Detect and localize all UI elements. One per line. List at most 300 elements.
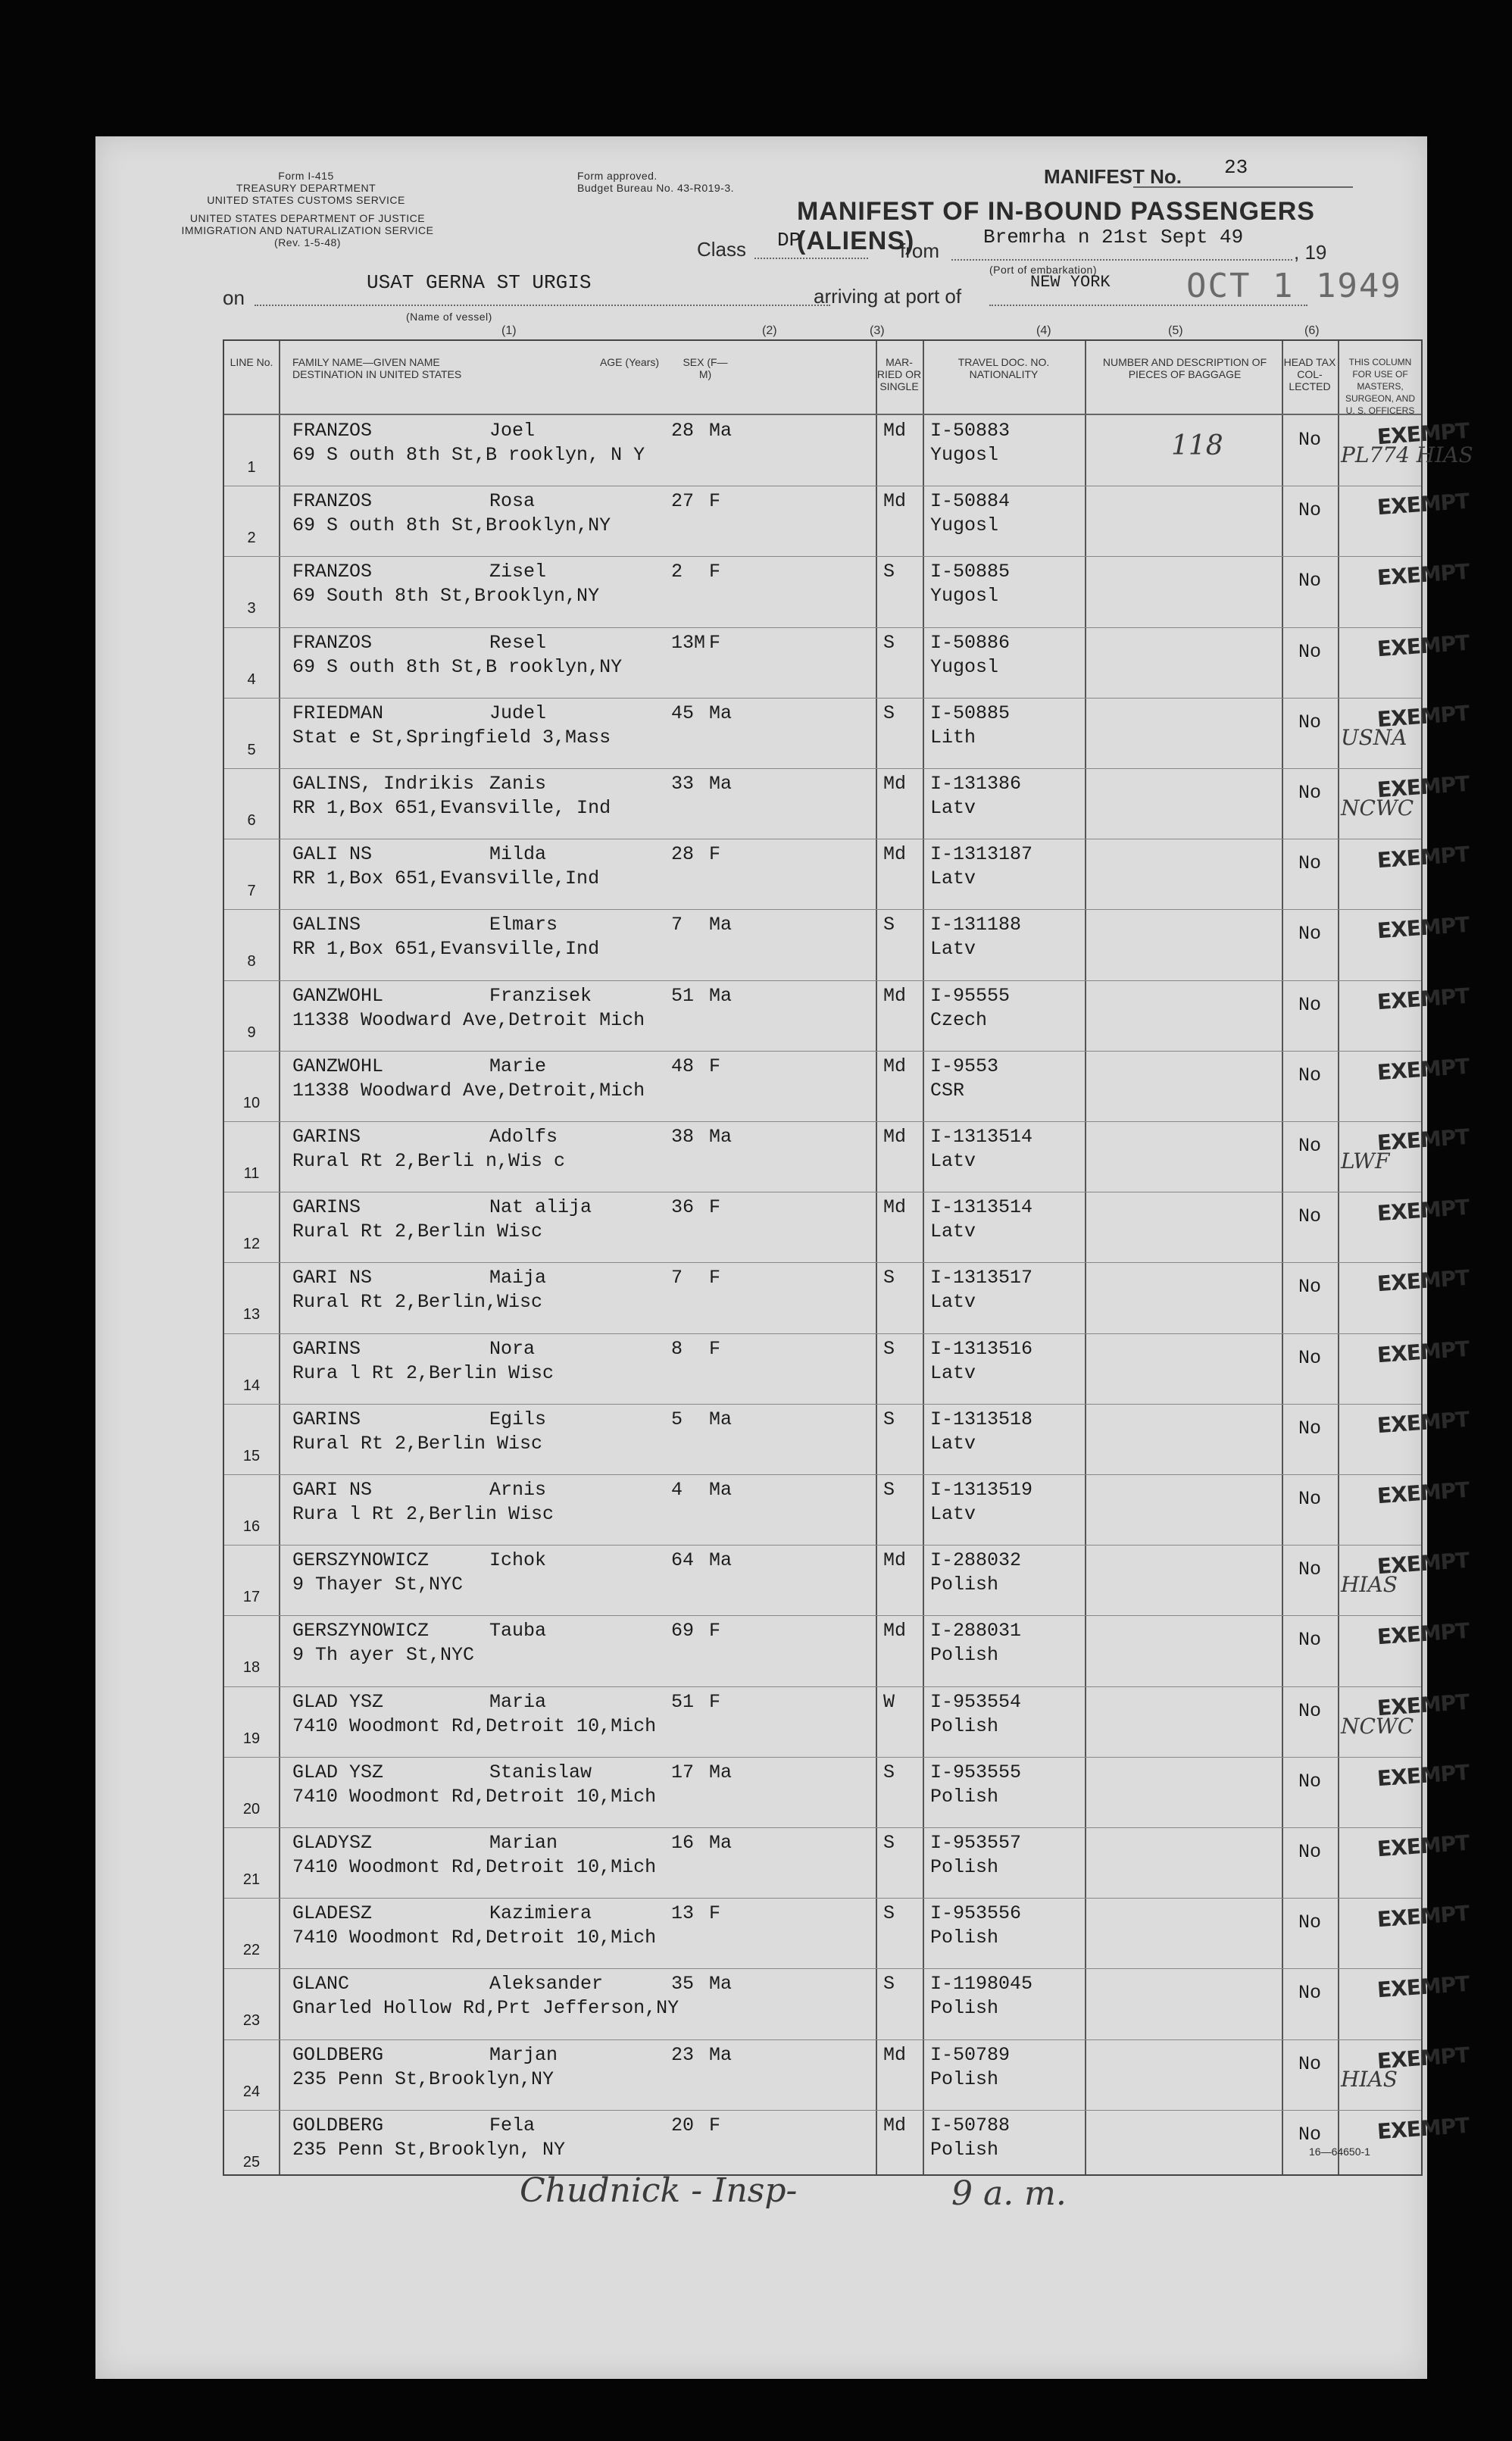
sex: Ma (709, 420, 733, 442)
class-underline (754, 258, 868, 259)
line-number: 12 (242, 1236, 261, 1253)
manifest-page (95, 136, 1473, 2379)
exempt-stamp: EXEMPT (1376, 1477, 1470, 1509)
age: 2 (671, 561, 683, 583)
nationality: Latv (930, 1361, 976, 1384)
travel-doc-number: I-50885 (930, 702, 1011, 724)
destination: Gnarled Hollow Rd,Prt Jefferson,NY (292, 1997, 679, 2020)
line-number: 14 (242, 1377, 261, 1394)
marital-status: S (883, 1973, 895, 1996)
table-row (224, 1898, 1470, 1968)
age: 7 (671, 914, 683, 936)
row-divider (224, 1968, 1421, 1969)
marital-status: S (883, 1267, 895, 1289)
family-name: GLADYSZ (292, 1832, 373, 1854)
sex: F (709, 1055, 721, 1077)
line-number: 2 (247, 530, 256, 547)
nationality: Latv (930, 1150, 976, 1172)
destination: 235 Penn St,Brooklyn,NY (292, 2068, 555, 2090)
nationality: Polish (930, 1927, 999, 1949)
age: 69 (671, 1620, 695, 1642)
line-number: 22 (242, 1942, 261, 1959)
destination: 11338 Woodward Ave,Detroit Mich (292, 1008, 645, 1031)
row-divider (224, 1333, 1421, 1334)
nationality: Polish (930, 1856, 999, 1878)
travel-doc-number: I-953554 (930, 1690, 1022, 1713)
travel-doc-number: I-50789 (930, 2043, 1011, 2066)
marital-status: S (883, 1761, 895, 1783)
head-tax: No (1298, 2123, 1322, 2146)
family-name: GLANC (292, 1973, 350, 1996)
travel-doc-number: I-50788 (930, 2114, 1011, 2136)
department-line: UNITED STATES CUSTOMS SERVICE (207, 194, 405, 206)
family-name: FRANZOS (292, 420, 373, 442)
given-name: Marian (489, 1832, 558, 1854)
line-number: 25 (242, 2153, 261, 2171)
nationality: Latv (930, 1503, 976, 1525)
nationality: Latv (930, 1432, 976, 1455)
age: 8 (671, 1337, 683, 1360)
destination: 7410 Woodmont Rd,Detroit 10,Mich (292, 1785, 657, 1808)
row-divider (224, 1615, 1421, 1616)
given-name: Maija (489, 1267, 547, 1289)
nationality: Latv (930, 1220, 976, 1243)
given-name: Fela (489, 2114, 536, 2136)
age: 23 (671, 2043, 695, 2066)
baggage-count: 118 (1171, 430, 1223, 461)
head-tax: No (1298, 1417, 1322, 1439)
table-row (224, 1474, 1470, 1545)
travel-doc-number: I-50884 (930, 490, 1011, 513)
given-name: Joel (489, 420, 536, 442)
line-number: 10 (242, 1094, 261, 1111)
given-name: Ichok (489, 1549, 547, 1572)
head-tax: No (1298, 1699, 1322, 1722)
column-number: (5) (1168, 324, 1183, 337)
nationality: Yugosl (930, 444, 999, 466)
table-row (224, 839, 1470, 909)
marital-status: S (883, 1479, 895, 1501)
col-head-tax: HEAD TAX COL-LECTED (1283, 356, 1336, 392)
row-divider (224, 1545, 1421, 1546)
sex: Ma (709, 984, 733, 1007)
form-info (192, 170, 420, 206)
line-number: 20 (242, 1800, 261, 1817)
head-tax: No (1298, 993, 1322, 1016)
marital-status: Md (883, 1126, 907, 1148)
row-divider (224, 1474, 1421, 1475)
exempt-stamp: EXEMPT (1376, 1265, 1470, 1297)
travel-doc-number: I-131188 (930, 914, 1022, 936)
port-caption: (Port of embarkation) (989, 264, 1097, 276)
marital-status: S (883, 914, 895, 936)
table-row (224, 1192, 1470, 1262)
age: 28 (671, 420, 695, 442)
age: 4 (671, 1479, 683, 1501)
given-name: Maria (489, 1690, 547, 1713)
destination: 235 Penn St,Brooklyn, NY (292, 2138, 566, 2161)
exempt-stamp: EXEMPT (1376, 700, 1470, 732)
destination: 7410 Woodmont Rd,Detroit 10,Mich (292, 1856, 657, 1878)
exempt-stamp: EXEMPT (1376, 912, 1470, 944)
family-name: GOLDBERG (292, 2043, 384, 2066)
line-number: 3 (247, 600, 256, 617)
approval-info (577, 170, 734, 194)
given-name: Arnis (489, 1479, 547, 1501)
marital-status: W (883, 1690, 895, 1713)
column-number: (3) (870, 324, 885, 337)
family-name: GALI NS (292, 843, 373, 866)
age: 64 (671, 1549, 695, 1572)
table-row (224, 627, 1470, 698)
agency-note: HIAS (1341, 2066, 1398, 2092)
table-row (224, 1262, 1470, 1333)
age: 5 (671, 1408, 683, 1430)
age: 51 (671, 1690, 695, 1713)
given-name: Milda (489, 843, 547, 866)
exempt-stamp: EXEMPT (1376, 770, 1470, 803)
agency-note: LWF (1341, 1149, 1390, 1174)
col-sex: SEX (F—M) (683, 356, 728, 380)
sex: Ma (709, 773, 733, 795)
from-underline (951, 259, 1292, 261)
family-name: FRANZOS (292, 490, 373, 513)
row-divider (224, 1051, 1421, 1052)
row-divider (224, 1404, 1421, 1405)
exempt-stamp: EXEMPT (1376, 559, 1470, 591)
destination: Rura l Rt 2,Berlin Wisc (292, 1503, 555, 1525)
line-number: 11 (243, 1165, 260, 1182)
table-row (224, 1545, 1470, 1615)
table-row (224, 1968, 1470, 2039)
form-approved: Form approved. (577, 170, 658, 182)
exempt-stamp: EXEMPT (1376, 1900, 1470, 1933)
head-tax: No (1298, 1064, 1322, 1086)
head-tax: No (1298, 852, 1322, 875)
sex: F (709, 1690, 721, 1713)
travel-doc-number: I-1313516 (930, 1337, 1033, 1360)
head-tax: No (1298, 1841, 1322, 1863)
given-name: Egils (489, 1408, 547, 1430)
line-number: 7 (247, 883, 256, 900)
line-number: 6 (247, 812, 256, 829)
travel-doc-number: I-1313517 (930, 1267, 1033, 1289)
row-divider (224, 627, 1421, 628)
table-row (224, 1121, 1470, 1192)
row-divider (224, 1121, 1421, 1122)
vessel-name: USAT GERNA ST URGIS (367, 271, 592, 294)
line-number: 23 (242, 2012, 261, 2030)
nationality: Polish (930, 1714, 999, 1737)
row-divider (224, 1898, 1421, 1899)
sex: Ma (709, 1973, 733, 1996)
nationality: Latv (930, 867, 976, 890)
head-tax: No (1298, 570, 1322, 592)
exempt-stamp: EXEMPT (1376, 983, 1470, 1014)
nationality: CSR (930, 1079, 965, 1102)
marital-status: S (883, 1408, 895, 1430)
sex: F (709, 1337, 721, 1360)
line-number: 13 (242, 1306, 261, 1324)
nationality: Polish (930, 2068, 999, 2090)
family-name: GARINS (292, 1196, 361, 1219)
travel-doc-number: I-1313514 (930, 1196, 1033, 1219)
exempt-stamp: EXEMPT (1376, 841, 1470, 874)
row-divider (224, 698, 1421, 699)
age: 16 (671, 1832, 695, 1854)
row-divider (224, 2110, 1421, 2111)
sex: F (709, 843, 721, 866)
sex: Ma (709, 1408, 733, 1430)
head-tax: No (1298, 1488, 1322, 1510)
from-value: Bremrha n 21st Sept 49 (983, 226, 1244, 248)
given-name: Adolfs (489, 1126, 558, 1148)
destination: Rural Rt 2,Berlin Wisc (292, 1220, 543, 1243)
marital-status: S (883, 702, 895, 724)
nationality: Latv (930, 797, 976, 819)
family-name: GLAD YSZ (292, 1761, 384, 1783)
marital-status: S (883, 631, 895, 654)
head-tax: No (1298, 1911, 1322, 1934)
manifest-label: MANIFEST No. (1044, 165, 1182, 188)
budget-number: Budget Bureau No. 43-R019-3. (577, 182, 735, 194)
sex: Ma (709, 914, 733, 936)
date-stamp: OCT 1 1949 (1186, 267, 1402, 305)
agency-note: HIAS (1341, 1572, 1398, 1598)
nationality: Yugosl (930, 585, 999, 608)
vessel-caption: (Name of vessel) (406, 311, 492, 323)
table-row (224, 1333, 1470, 1404)
manifest-title: MANIFEST OF IN-BOUND PASSENGERS (ALIENS) (797, 197, 1315, 255)
sex: F (709, 490, 721, 513)
passenger-table (223, 339, 1473, 2176)
justice-info (171, 212, 444, 248)
travel-doc-number: I-131386 (930, 773, 1022, 795)
head-tax: No (1298, 1558, 1322, 1581)
sex: F (709, 1267, 721, 1289)
manifest-no-line (1133, 186, 1353, 188)
line-number: 1 (247, 459, 256, 476)
nationality: Latv (930, 938, 976, 961)
class-value: DP (777, 229, 801, 252)
age: 33 (671, 773, 695, 795)
travel-doc-number: I-9553 (930, 1055, 999, 1077)
marital-status: Md (883, 490, 907, 513)
age: 45 (671, 702, 695, 724)
travel-doc-number: I-1313518 (930, 1408, 1033, 1430)
family-name: GLAD YSZ (292, 1690, 384, 1713)
age: 13M (671, 631, 706, 654)
family-name: GOLDBERG (292, 2114, 384, 2136)
head-tax: No (1298, 429, 1322, 451)
table-row (224, 1404, 1470, 1474)
row-divider (224, 1262, 1421, 1263)
class-label: Class (697, 238, 747, 261)
given-name: Tauba (489, 1620, 547, 1642)
given-name: Marie (489, 1055, 547, 1077)
head-tax: No (1298, 711, 1322, 733)
column-number: (1) (501, 324, 517, 337)
marital-status: Md (883, 1196, 907, 1219)
column-number: (2) (762, 324, 777, 337)
marital-status: Md (883, 843, 907, 866)
destination: 69 S outh 8th St,B rooklyn,NY (292, 655, 623, 678)
marital-status: Md (883, 420, 907, 442)
given-name: Stanislaw (489, 1761, 592, 1783)
given-name: Marjan (489, 2043, 558, 2066)
marital-status: Md (883, 2114, 907, 2136)
exempt-stamp: EXEMPT (1376, 1759, 1470, 1791)
destination: 9 Thayer St,NYC (292, 1574, 464, 1596)
arriving-label: arriving at port of (814, 285, 962, 308)
sex: Ma (709, 702, 733, 724)
family-name: FRIEDMAN (292, 702, 384, 724)
col-age: AGE (Years) (599, 356, 660, 368)
exempt-stamp: EXEMPT (1376, 1689, 1470, 1721)
given-name: Kazimiera (489, 1902, 592, 1925)
head-tax: No (1298, 1982, 1322, 2005)
line-number: 24 (242, 2083, 261, 2100)
nationality: Polish (930, 1997, 999, 2020)
from-label: from (900, 239, 939, 262)
sex: F (709, 631, 721, 654)
sex: F (709, 1196, 721, 1219)
row-divider (224, 1827, 1421, 1828)
age: 13 (671, 1902, 695, 1925)
row-divider (224, 1686, 1421, 1687)
travel-doc-number: I-288031 (930, 1620, 1022, 1642)
line-number: 4 (247, 670, 256, 688)
marital-status: S (883, 1337, 895, 1360)
exempt-stamp: EXEMPT (1376, 1124, 1470, 1156)
destination: RR 1,Box 651,Evansville, Ind (292, 797, 611, 819)
family-name: GANZWOHL (292, 1055, 384, 1077)
col-travel-doc: TRAVEL DOC. NO. NATIONALITY (957, 356, 1050, 380)
head-tax: No (1298, 923, 1322, 945)
agency-note: NCWC (1341, 795, 1414, 820)
destination: 7410 Woodmont Rd,Detroit 10,Mich (292, 1927, 657, 1949)
col-baggage: NUMBER AND DESCRIPTION OF PIECES OF BAGGAGE (1102, 356, 1267, 380)
family-name: GLADESZ (292, 1902, 373, 1925)
marital-status: Md (883, 1549, 907, 1572)
table-row (224, 698, 1470, 768)
port-value: NEW YORK (1030, 273, 1111, 292)
exempt-stamp: EXEMPT (1376, 1194, 1470, 1227)
table-row (224, 768, 1470, 839)
travel-doc-number: I-1313187 (930, 843, 1033, 866)
given-name: Zisel (489, 561, 547, 583)
department-line: TREASURY DEPARTMENT (236, 182, 376, 194)
sex: F (709, 2114, 721, 2136)
nationality: Czech (930, 1008, 988, 1031)
line-number: 17 (242, 1589, 261, 1606)
table-row (224, 1827, 1470, 1898)
table-row (224, 1615, 1470, 1686)
age: 17 (671, 1761, 695, 1783)
destination: Rura l Rt 2,Berlin Wisc (292, 1361, 555, 1384)
exempt-stamp: EXEMPT (1376, 2112, 1470, 2144)
age: 36 (671, 1196, 695, 1219)
sex: Ma (709, 2043, 733, 2066)
destination: RR 1,Box 651,Evansville,Ind (292, 867, 600, 890)
marital-status: Md (883, 1620, 907, 1642)
nationality: Yugosl (930, 514, 999, 537)
travel-doc-number: I-953556 (930, 1902, 1022, 1925)
family-name: GARINS (292, 1126, 361, 1148)
family-name: GARI NS (292, 1479, 373, 1501)
head-tax: No (1298, 1276, 1322, 1299)
travel-doc-number: I-1313519 (930, 1479, 1033, 1501)
inspector-signature: Chudnick - Insp- (520, 2171, 798, 2210)
travel-doc-number: I-953557 (930, 1832, 1022, 1854)
sex: F (709, 561, 721, 583)
col-officers: THIS COLUMN FOR USE OF MASTERS, SURGEON, AND U. S. OFFICERS (1345, 357, 1415, 416)
given-name: Judel (489, 702, 547, 724)
nationality: Polish (930, 1785, 999, 1808)
sex: Ma (709, 1126, 733, 1148)
line-number: 16 (242, 1518, 261, 1535)
travel-doc-number: I-288032 (930, 1549, 1022, 1572)
line-number: 18 (242, 1659, 261, 1677)
form-number: Form I-415 (278, 170, 334, 182)
exempt-stamp: EXEMPT (1376, 417, 1470, 450)
table-row (224, 415, 1473, 486)
exempt-stamp: EXEMPT (1376, 488, 1470, 520)
row-divider (224, 768, 1421, 769)
given-name: Rosa (489, 490, 536, 513)
agency-note: PL774 HIAS (1341, 442, 1473, 467)
head-tax: No (1298, 1135, 1322, 1157)
exempt-stamp: EXEMPT (1376, 1971, 1470, 2003)
nationality: Lith (930, 726, 976, 749)
family-name: GARINS (292, 1408, 361, 1430)
exempt-stamp: EXEMPT (1376, 1053, 1470, 1085)
given-name: Franzisek (489, 984, 592, 1007)
destination: Rural Rt 2,Berlin Wisc (292, 1432, 543, 1455)
department-line: IMMIGRATION AND NATURALIZATION SERVICE (181, 224, 434, 236)
travel-doc-number: I-50886 (930, 631, 1011, 654)
marital-status: Md (883, 2043, 907, 2066)
family-name: GERSZYNOWICZ (292, 1549, 430, 1572)
travel-doc-number: I-1313514 (930, 1126, 1033, 1148)
family-name: GANZWOHL (292, 984, 384, 1007)
print-code: 16—64650-1 (1309, 2146, 1370, 2158)
nationality: Polish (930, 2138, 999, 2161)
nationality: Latv (930, 1291, 976, 1314)
destination: Rural Rt 2,Berlin,Wisc (292, 1291, 543, 1314)
exempt-stamp: EXEMPT (1376, 1547, 1470, 1580)
exempt-stamp: EXEMPT (1376, 1830, 1470, 1862)
marital-status: Md (883, 773, 907, 795)
table-row (224, 2110, 1470, 2180)
on-label: on (223, 286, 245, 309)
table-row (224, 1051, 1470, 1121)
destination: 11338 Woodward Ave,Detroit,Mich (292, 1079, 645, 1102)
given-name: Aleksander (489, 1973, 604, 1996)
destination: Stat e St,Springfield 3,Mass (292, 726, 611, 749)
sex: F (709, 1902, 721, 1925)
line-number: 9 (247, 1024, 256, 1041)
head-tax: No (1298, 499, 1322, 522)
exempt-stamp: EXEMPT (1376, 630, 1470, 661)
destination: 69 S outh 8th St,Brooklyn,NY (292, 514, 611, 537)
given-name: Elmars (489, 914, 558, 936)
table-row (224, 1686, 1470, 1757)
nationality: Polish (930, 1644, 999, 1667)
exempt-stamp: EXEMPT (1376, 2042, 1470, 2074)
given-name: Zanis (489, 773, 547, 795)
line-number: 19 (242, 1730, 261, 1747)
